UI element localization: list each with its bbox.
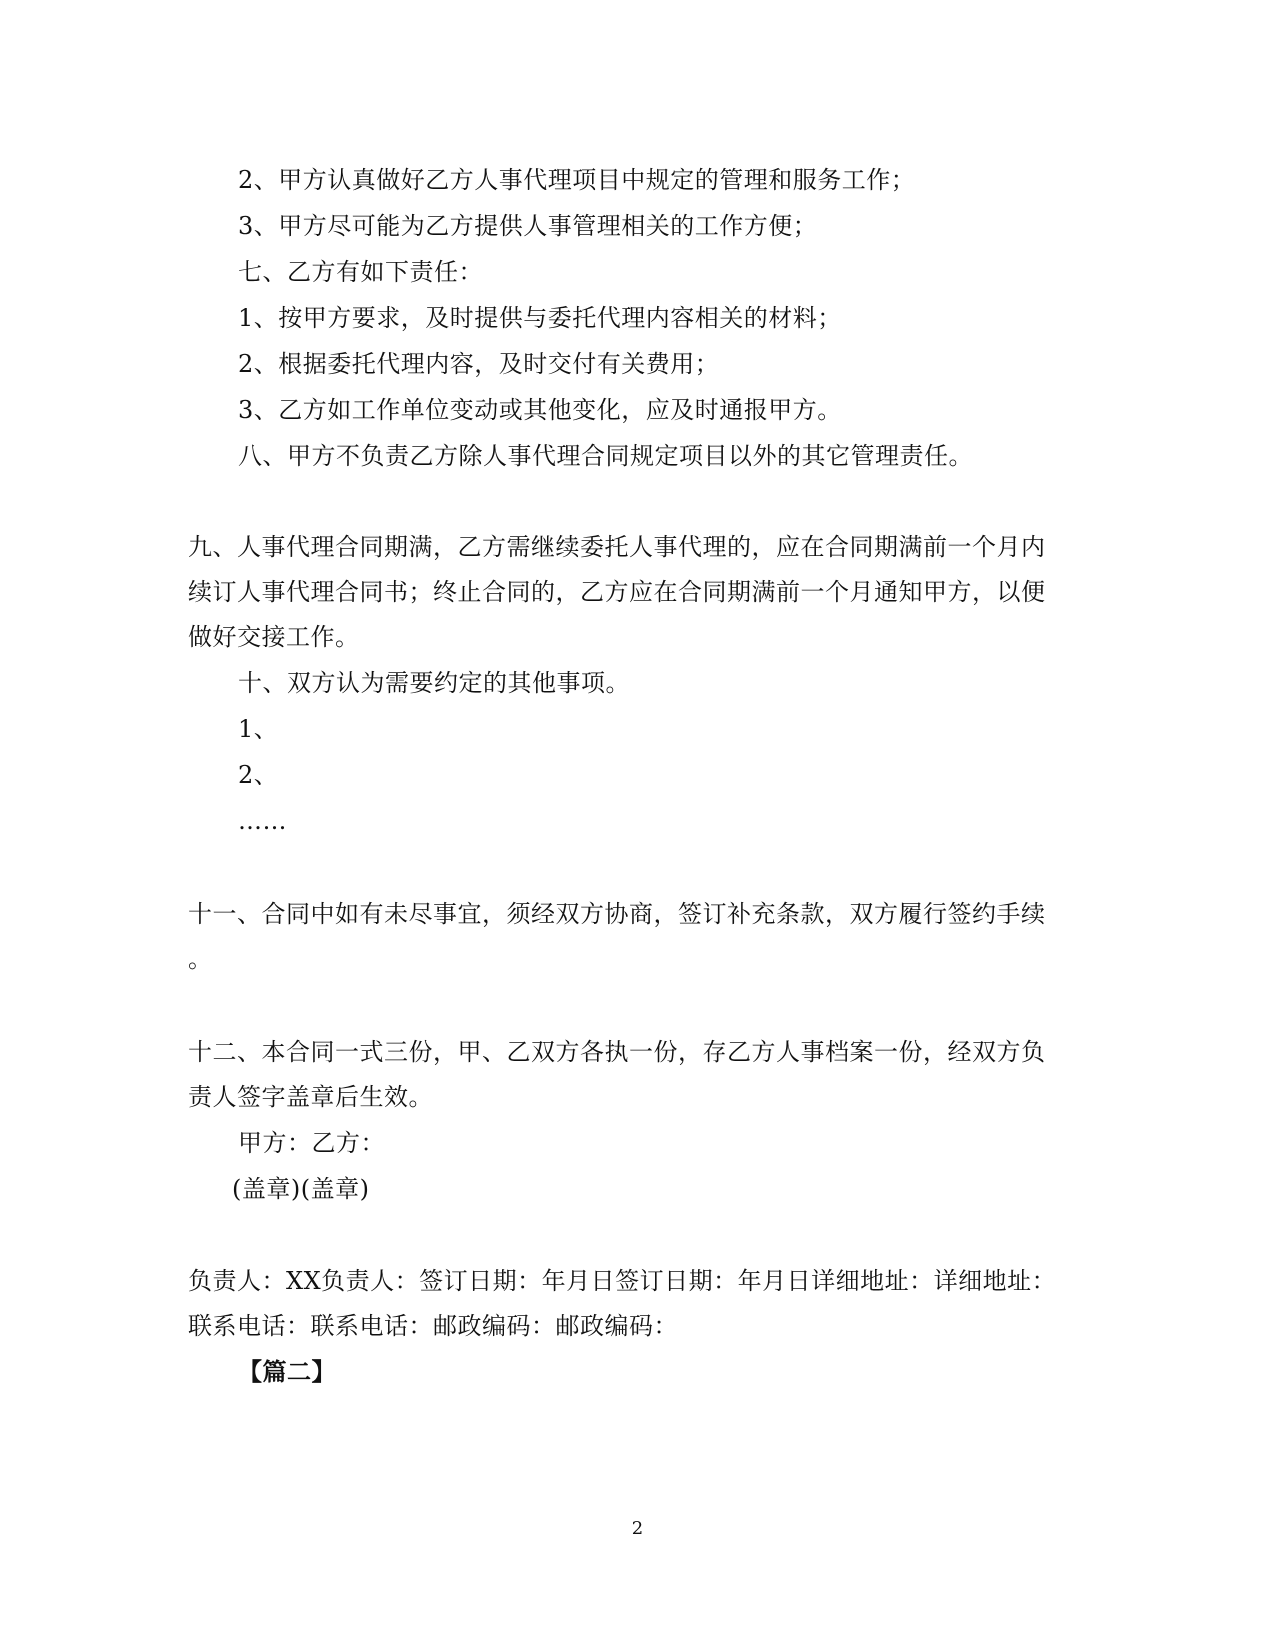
clause-9-line-2: 续订人事代理合同书；终止合同的，乙方应在合同期满前一个月通知甲方，以便 xyxy=(188,578,1046,606)
clause-10-heading: 十、双方认为需要约定的其他事项。 xyxy=(238,669,630,697)
clause-11-line-2: 。 xyxy=(188,945,213,973)
seal-labels: (盖章)(盖章) xyxy=(232,1175,370,1203)
clause-12-line-1: 十二、本合同一式三份，甲、乙双方各执一份，存乙方人事档案一份，经双方负 xyxy=(188,1038,1046,1066)
signature-info-line-1: 负责人：XX负责人：签订日期：年月日签订日期：年月日详细地址：详细地址： xyxy=(188,1267,1057,1295)
clause-8: 八、甲方不负责乙方除人事代理合同规定项目以外的其它管理责任。 xyxy=(238,442,973,470)
clause-7-item-1: 1、按甲方要求，及时提供与委托代理内容相关的材料； xyxy=(238,304,842,332)
section-heading-part-two: 【篇二】 xyxy=(238,1357,336,1386)
clause-10-item-1: 1、 xyxy=(238,715,279,743)
clause-6-item-2: 2、甲方认真做好乙方人事代理项目中规定的管理和服务工作； xyxy=(238,166,916,194)
clause-12-line-2: 责人签字盖章后生效。 xyxy=(188,1083,433,1111)
clause-10-ellipsis: …… xyxy=(238,807,287,835)
clause-6-item-3: 3、甲方尽可能为乙方提供人事管理相关的工作方便； xyxy=(238,212,818,240)
party-labels: 甲方：乙方： xyxy=(238,1129,385,1157)
clause-11-line-1: 十一、合同中如有未尽事宜，须经双方协商，签订补充条款，双方履行签约手续 xyxy=(188,900,1046,928)
clause-7-heading: 七、乙方有如下责任： xyxy=(238,258,483,286)
clause-7-item-2: 2、根据委托代理内容，及时交付有关费用； xyxy=(238,350,720,378)
page-number: 2 xyxy=(631,1518,644,1539)
signature-info-line-2: 联系电话：联系电话：邮政编码：邮政编码： xyxy=(188,1312,678,1340)
clause-9-line-3: 做好交接工作。 xyxy=(188,623,360,651)
clause-10-item-2: 2、 xyxy=(238,761,279,789)
clause-9-line-1: 九、人事代理合同期满，乙方需继续委托人事代理的，应在合同期满前一个月内 xyxy=(188,533,1046,561)
clause-7-item-3: 3、乙方如工作单位变动或其他变化，应及时通报甲方。 xyxy=(238,396,842,424)
